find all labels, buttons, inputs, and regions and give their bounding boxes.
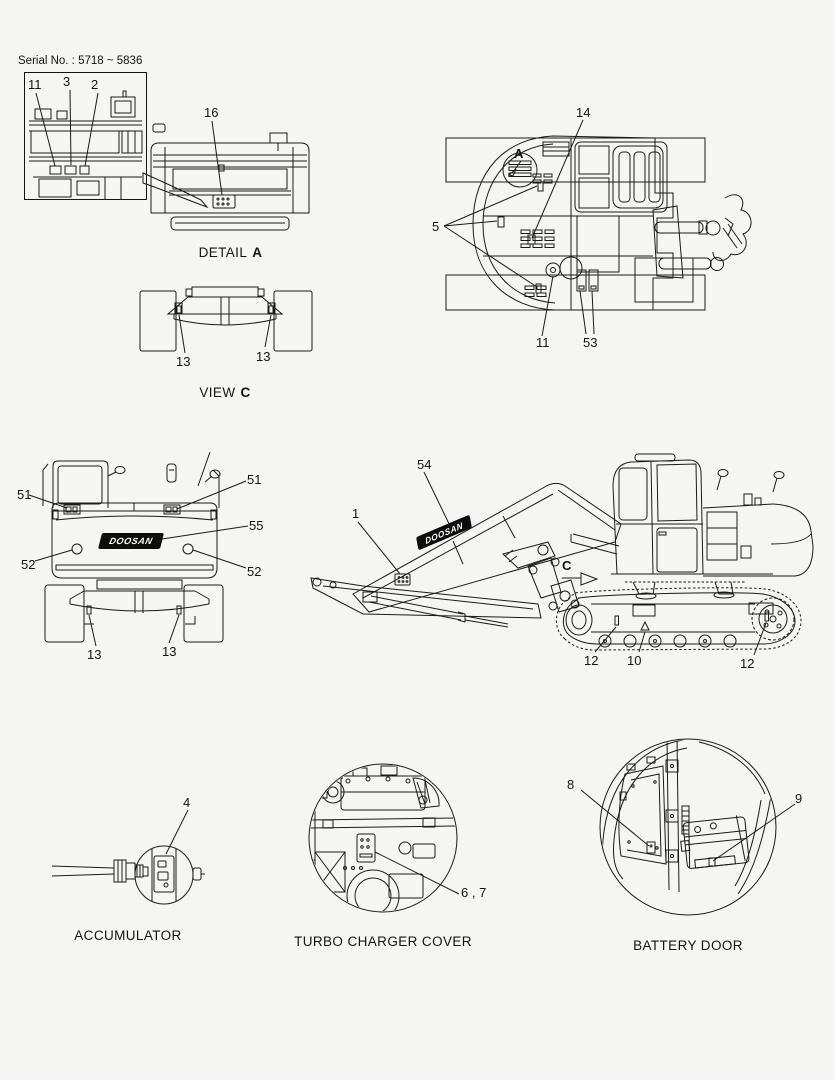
rear-view-figure — [12, 448, 277, 678]
callout-51-left: 51 — [17, 487, 32, 502]
callout-13-right: 13 — [256, 349, 271, 364]
rear-view-drawing — [12, 448, 277, 678]
callout-1: 1 — [352, 506, 360, 521]
cab-and-house — [611, 454, 813, 576]
battery-door-inner-drawing — [602, 734, 771, 894]
callout-4: 4 — [183, 795, 191, 810]
accumulator-caption: ACCUMULATOR — [74, 928, 182, 943]
callout-52-left: 52 — [21, 557, 36, 572]
undercarriage-drawing — [140, 287, 312, 351]
doosan-logo-text: DOOSAN — [108, 536, 154, 546]
turbo-charger-cover-caption: TURBO CHARGER COVER — [294, 934, 472, 949]
callout-11: 11 — [536, 335, 550, 350]
top-view-figure — [425, 98, 835, 355]
swoosh-arrow — [143, 173, 207, 207]
boom-and-bucket — [653, 195, 751, 278]
callout-13-left: 13 — [87, 647, 102, 662]
top-view-drawing — [425, 98, 835, 355]
callout-11: 11 — [28, 77, 42, 92]
view-c-direction-marker: C — [562, 558, 572, 573]
detail-a-drawing — [143, 121, 318, 245]
callout-51-right: 51 — [247, 472, 262, 487]
view-label-word: VIEW — [199, 385, 236, 400]
callout-13-left: 13 — [176, 354, 191, 369]
decal-9-target — [709, 858, 715, 866]
leader-lines — [29, 481, 248, 646]
accumulator-figure — [48, 788, 208, 950]
serial-note-figure — [16, 50, 161, 205]
serial-number-text: Serial No. : 5718 ~ 5836 — [18, 55, 143, 67]
callout-6-7: 6 , 7 — [461, 885, 487, 900]
callout-54: 54 — [417, 457, 432, 472]
doosan-rear-decal — [98, 533, 164, 549]
upper-structure — [473, 136, 693, 310]
leader-line-4 — [166, 810, 188, 854]
callout-3: 3 — [63, 74, 71, 89]
decal-6-7-target — [357, 834, 375, 862]
hose-and-sphere — [52, 846, 205, 904]
callout-14: 14 — [576, 105, 591, 120]
callout-10: 10 — [627, 653, 642, 668]
callout-8: 8 — [567, 777, 575, 792]
detail-label-letter: A — [252, 245, 263, 260]
louver-grilles — [521, 174, 554, 297]
doosan-logo-text: DOOSAN — [424, 519, 464, 546]
battery-door-drawing — [563, 722, 813, 962]
side-view-figure — [303, 446, 828, 683]
track-undercarriage — [556, 582, 801, 650]
callout-52-right: 52 — [247, 564, 262, 579]
view-c-direction-arrowhead — [581, 573, 597, 585]
callout-12-right: 12 — [740, 656, 755, 671]
leader-lines — [179, 315, 271, 353]
battery-door-caption: BATTERY DOOR — [633, 938, 743, 953]
callout-53: 53 — [583, 335, 598, 350]
callout-2: 2 — [91, 77, 99, 92]
engine-drawing — [301, 766, 457, 922]
battery-door-figure — [563, 722, 813, 962]
detail-a-marker: A — [514, 146, 524, 161]
view-c-figure — [130, 281, 320, 405]
view-c-label — [130, 385, 320, 400]
view-label-letter: C — [240, 385, 251, 400]
detail-circle — [309, 764, 457, 912]
turbo-charger-cover-drawing — [273, 748, 493, 956]
callout-13-right: 13 — [162, 644, 177, 659]
callout-16: 16 — [204, 105, 219, 120]
detail-label-word: DETAIL — [198, 245, 248, 260]
callout-9: 9 — [795, 791, 803, 806]
callout-5: 5 — [432, 219, 440, 234]
callout-12-left: 12 — [584, 653, 599, 668]
callout-55: 55 — [249, 518, 264, 533]
machine-partial-drawing — [29, 91, 142, 199]
detail-a-label — [143, 245, 318, 260]
serial-detail-box — [24, 72, 147, 200]
machine-rear-drawing — [143, 124, 309, 230]
undercarriage — [45, 580, 223, 642]
leader-lines — [36, 90, 98, 166]
view-c-drawing — [130, 281, 320, 377]
serial-box-drawing — [25, 73, 146, 199]
cab-and-top — [43, 452, 220, 508]
turbo-charger-cover-figure — [273, 748, 493, 956]
detail-a-figure — [143, 103, 318, 263]
leader-line-16 — [212, 121, 222, 195]
